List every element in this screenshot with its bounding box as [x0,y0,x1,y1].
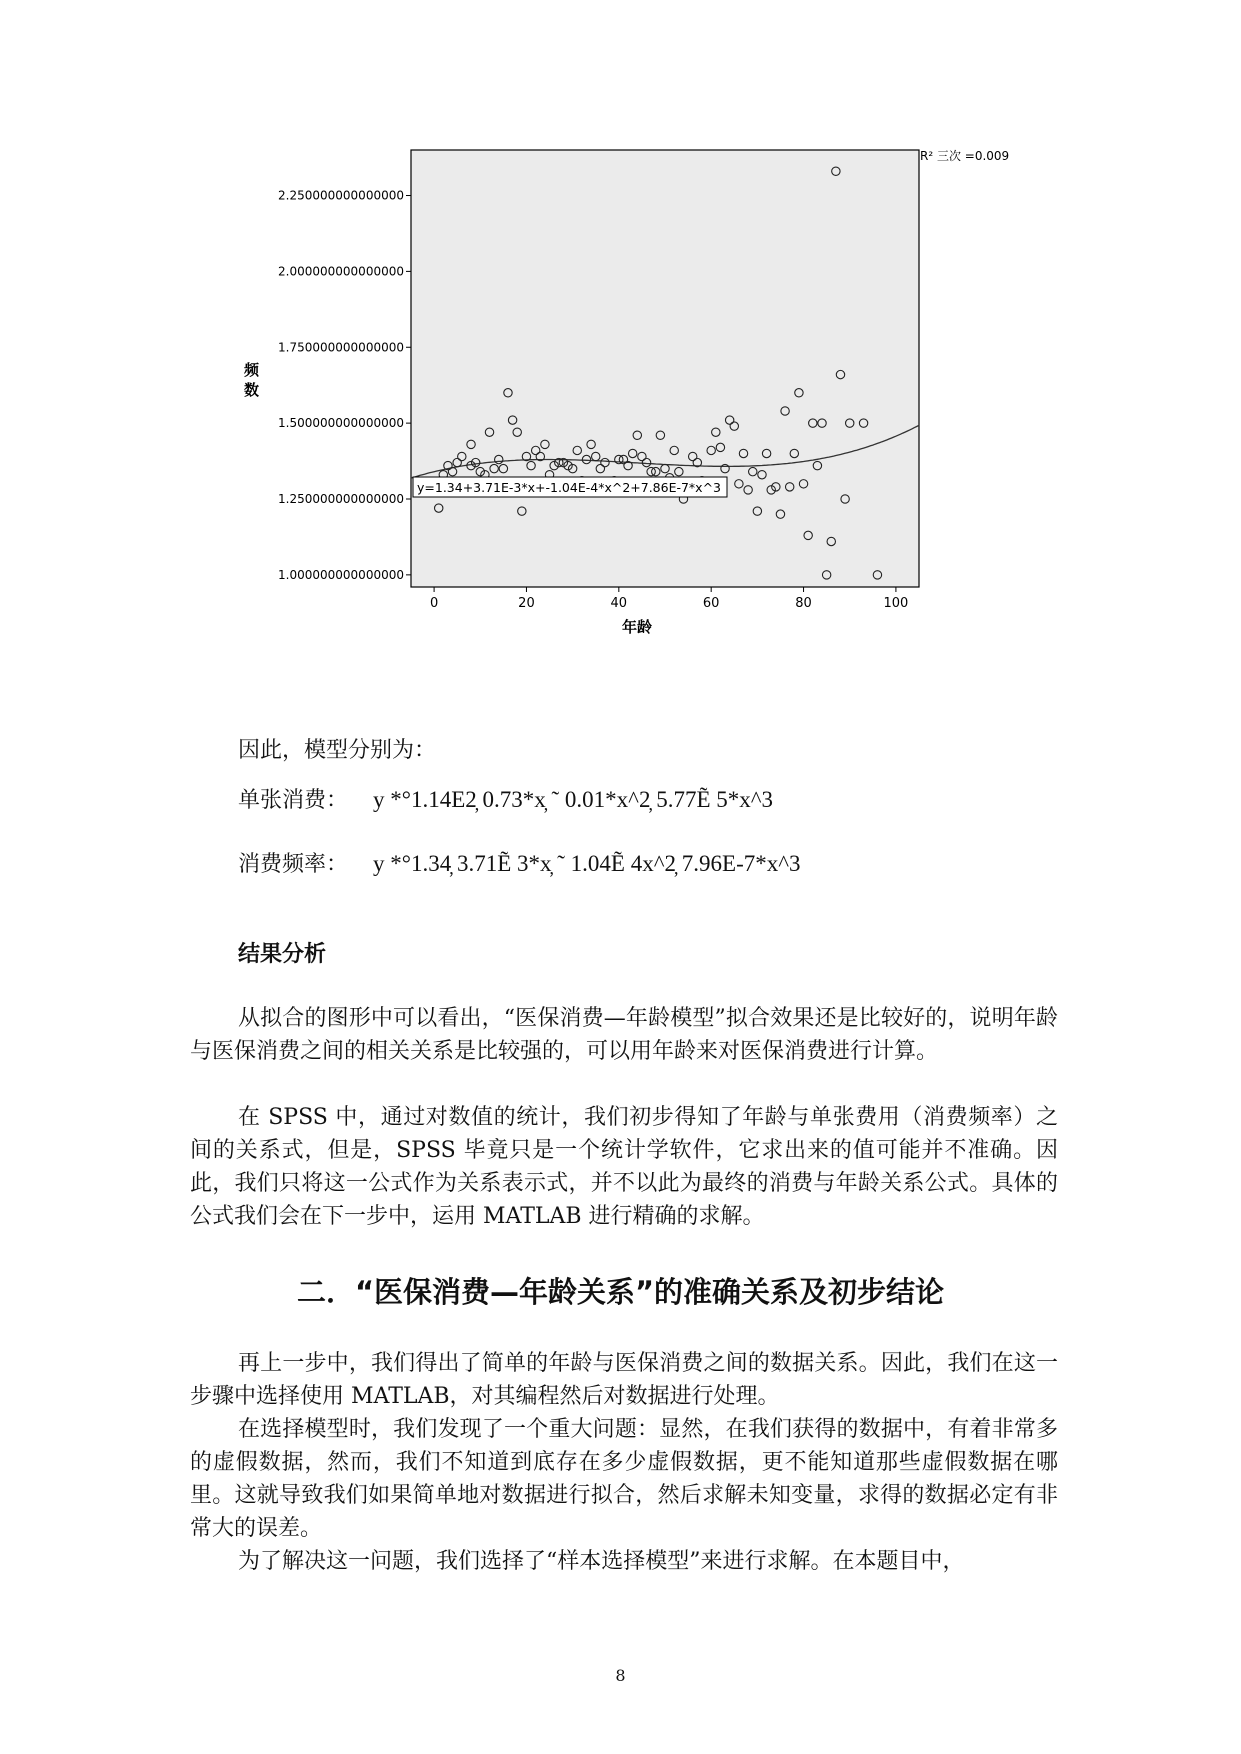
paragraph: 在选择模型时，我们发现了一个重大问题：显然，在我们获得的数据中，有着非常多的虚假数据，然而，我们不知道到底存在多少虚假数据，更不能知道那些虚假数据在哪里。这就导致我们如果简单地对数据进行拟合，然后求解未知变量，求得的数据必定有非常大的误差。 [190,1417,1058,1541]
page-number: 8 [615,1666,626,1685]
x-tick-label: 0 [429,596,439,611]
formula-expression: y *°1.34̦ 3.71Ẽ 3*x̦ ˜ 1.04Ẽ 4x^2̦ 7.96E-7*x^3 [373,851,801,876]
y-tick-label: 1.250000000000000 [278,491,404,506]
plot-area [411,150,919,587]
model-intro: 因此，模型分别为： [238,738,437,763]
y-tick-label: 2.000000000000000 [278,264,404,279]
paragraph: 从拟合的图形中可以看出，“医保消费—年龄模型”拟合效果还是比较好的，说明年龄与医保消费之间的相关关系是比较强的，可以用年龄来对医保消费进行计算。 [190,1006,1058,1064]
result-analysis-heading: 结果分析 [238,942,327,967]
x-tick-label: 100 [883,596,909,611]
x-axis-label: 年龄 [621,618,653,636]
formula-consumption-frequency [238,847,801,878]
y-axis-label: 频数 [244,361,260,399]
formula-expression: y *°1.14E2̦ 0.73*x̦ ˜ 0.01*x^2̦ 5.77Ẽ 5*x^3 [373,787,774,812]
y-tick-label: 1.500000000000000 [278,416,404,431]
formula-single-consumption [238,783,773,814]
y-tick-label: 2.250000000000000 [278,188,404,203]
paragraph: 为了解决这一问题，我们选择了“样本选择模型”来进行求解。在本题目中， [238,1549,965,1574]
y-axis [278,189,411,582]
x-tick-label: 20 [518,596,535,611]
y-tick-label: 1.750000000000000 [278,340,404,355]
r2-label: R² 三次 =0.009 [920,149,1010,163]
paragraph: 再上一步中，我们得出了简单的年龄与医保消费之间的数据关系。因此，我们在这一步骤中选择使用 MATLAB，对其编程然后对数据进行处理。 [190,1351,1058,1409]
formula-label: 单张消费： [238,788,349,813]
y-tick-label: 1.000000000000000 [278,567,404,582]
x-axis [430,587,908,611]
x-tick-label: 40 [610,596,628,611]
fit-equation: y=1.34+3.71E-3*x+-1.04E-4*x^2+7.86E-7*x^3 [417,480,722,495]
paragraph: 在 SPSS 中，通过对数值的统计，我们初步得知了年龄与单张费用（消费频率）之间的关系式，但是，SPSS 毕竟只是一个统计学软件，它求出来的值可能并不准确。因此，我们只将这一公式作为关系表示式，并不以此为最终的消费与年龄关系公式。具体的公式我们会在下一步中，运用 MATLAB 进行精确的求解。 [190,1105,1058,1229]
formula-label: 消费频率： [238,852,349,877]
scatter-chart [244,149,1150,710]
x-tick-label: 60 [702,596,720,611]
section-title: 二．“医保消费—年龄关系”的准确关系及初步结论 [296,1275,945,1309]
x-tick-label: 80 [795,596,812,611]
